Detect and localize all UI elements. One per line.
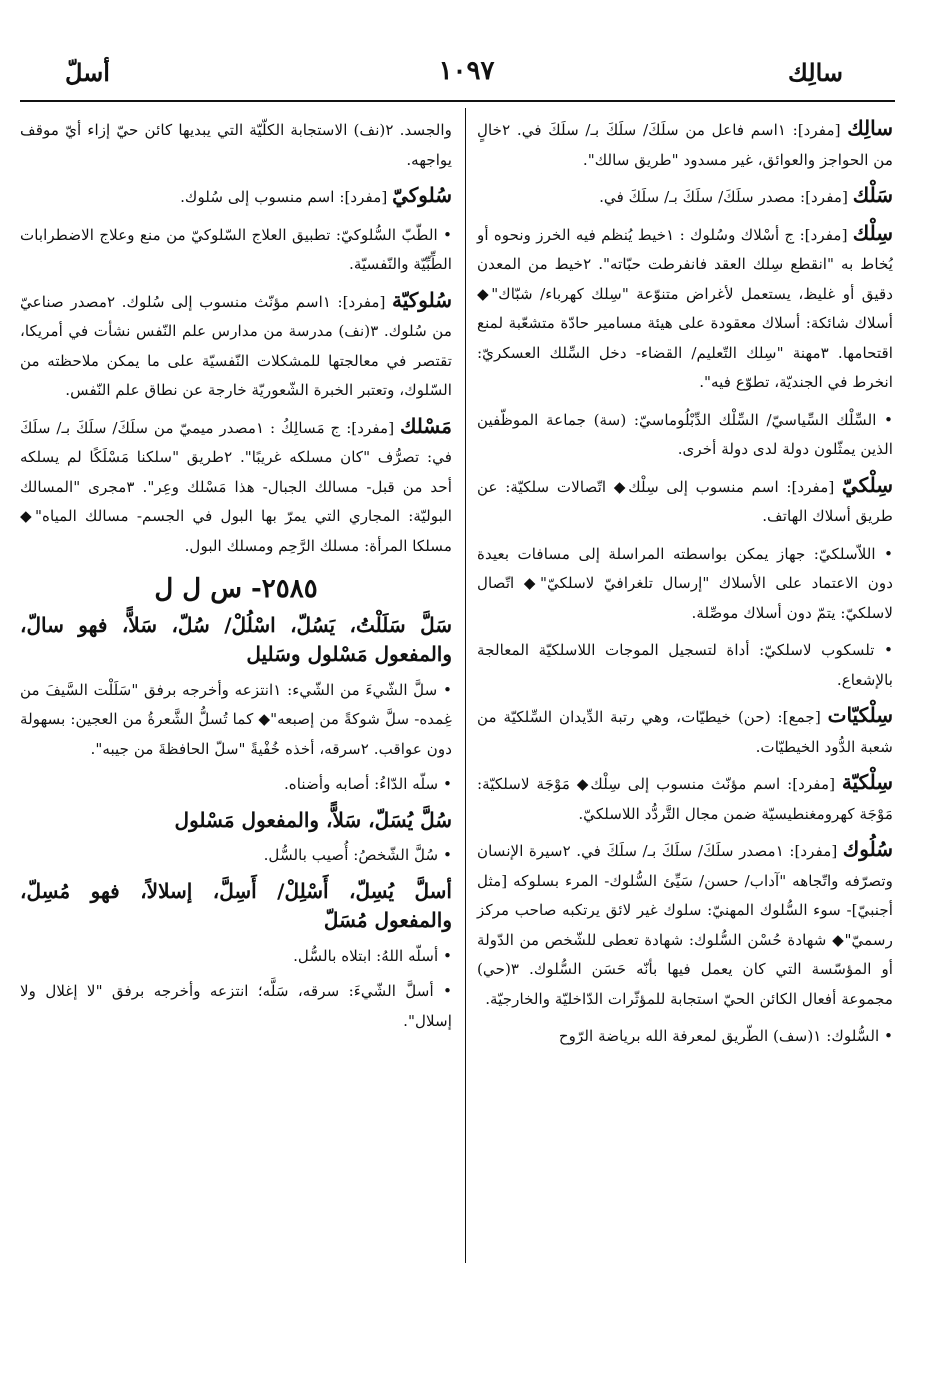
headword: سُلوكيّ [392, 183, 452, 207]
headword: سِلْكيّ [841, 472, 893, 497]
verb-conjugation: سَلَّ سَلَلْتُ، يَسُلّ، اسْلُلْ/ سُلّ، سَلاًّ، فهو سالّ، والمفعول مَسْلول وسَليل [20, 612, 452, 666]
page-header [40, 50, 893, 98]
headword: سُلُوك [842, 837, 893, 861]
header-rule [20, 100, 895, 102]
definition: [مفرد]: ١اسم فاعل من سلَكَ/ سلَكَ بـ/ سلَكَ في. ٢خالٍ من الحواجز والعوائق، غير مسدود "طريق سالك". [477, 121, 893, 169]
entry [477, 538, 893, 629]
definition: • السِّلْك السِّياسيّ/ السِّلْك الدِّبْلُوماسيّ: (سة) جماعة الموظّفين الذين يمثّلون دولة لدى دولة أخرى. [477, 410, 893, 458]
sense: • سلّه الدّاءُ: أصابه وأضناه. [283, 775, 452, 793]
entry [20, 181, 452, 213]
entry [477, 768, 893, 829]
definition: [مفرد]: اسم منسوب إلى سُلوك. [180, 188, 393, 206]
definition: [مفرد]: ١اسم مؤنّث منسوب إلى سُلوك. ٢مصدر صناعيّ من سُلوك. ٣(نف) مدرسة من مدارس علم النّفس نشأت في أمريكا، تقتصر في معالجتها للمشكلات النّفسيّة على ما يمكن ملاحظته من السّلوك، وتعتبر الخبرة الشّعوريّة خارجة عن نطاق علم النّفس. [20, 292, 453, 399]
entry [477, 219, 893, 398]
verb-conjugation: أسلَّ يُسِلّ، أَسْلِلْ/ أَسِلَّ، إسلالاً، فهو مُسِلّ، والمفعول مُسَلّ [20, 878, 452, 932]
definition: والجسد. ٢(نف) الاستجابة الكلّيّة التي يبديها كائن حيّ إزاء أيّ موقف يواجهه. [20, 121, 452, 169]
sense: • سلَّ الشّيءَ من الشّيء: ١انتزعه وأخرجه برفق "سَلَلْت السَّيفَ من غِمده- سلَّ شوكةً من إصبعه"◆ كما تُسلُّ الشَّعرةُ من العجين: بسهولة دون عواقب. ٢سرقه، أخذه خُفْيةً "سلّ الحافظةَ من جيبه". [20, 680, 453, 758]
entry [477, 114, 893, 175]
definition: [مفرد]: ج أسْلاك وسُلوك : ١خيط يُنظم فيه الخرز ونحوه أو يُخاط به "انقطع سِلك العقد فانفرطت حبّاته". ٢خيط من المعدن دقيق أو غليظ، يستعمل لأغراض متنوّعة "سِلك كهرباء/ شبّاك"◆ أسلاك شائكة: أسلاك معقودة على هيئة مسامير حادّة متشعّبة لمنع اقتحامها. ٣مهنة "سِلك التّعليم/ القضاء- دخل السِّلك العسكريّ: انخرط في الجنديّة، تطوّع فيه". [477, 225, 893, 391]
verb-conjugation: سُلَّ يُسَلّ، سَلاًّ، والمفعول مَسْلول [174, 807, 452, 832]
left-column [20, 114, 452, 1042]
definition: • السُّلوك: ١(سف) الطّريق لمعرفة الله برياضة الرّوح [558, 1027, 893, 1045]
definition: [جمع]: (حن) خيطيّات، وهي رتبة الدِّيدان السِّلكيّة من شعبة الدُّود الخيطيّات. [477, 708, 893, 756]
definition: [مفرد]: مصدر سلَكَ/ سلَكَ بـ/ سلَكَ في. [599, 188, 853, 206]
headword: سِلْكيّات [827, 703, 893, 727]
headword: سالِك [847, 116, 893, 140]
headword: سَلْك [852, 183, 893, 207]
definition: • اللاّسلكيّ: جهاز يمكن بواسطته المراسلة إلى مسافات بعيدة دون الاعتماد على الأسلاك "إرسال تلغرافيّ لاسلكيّ"◆ اتّصال لاسلكيّ: يتمّ دون أسلاك موصِّلة. [477, 544, 893, 622]
headword: سِلْك [852, 220, 893, 245]
entry [477, 471, 893, 532]
definition: • الطّبّ السُّلوكيّ: تطبيق العلاج السّلوكيّ من منع وعلاج الاضطرابات الطِّبِّيّة والنّفسيّة. [20, 225, 452, 273]
headword: سُلوكيّة [391, 287, 452, 312]
definition: • تلسكوب لاسلكيّ: أداة لتسجيل الموجات اللاسلكيّة المعالجة بالإشعاع. [477, 641, 893, 689]
headword: سِلْكيّة [841, 770, 893, 794]
entry [477, 1020, 893, 1052]
sense: • سُلَّ الشّخصُ: أُصيب بالسُّل. [263, 846, 452, 864]
definition: [مفرد]: ج مَسالِكُ : ١مصدر ميميّ من سلَكَ/ سلَكَ بـ/ سلَكَ في: تصرُّف "كان مسلكه غريبًا". ٢طريق "سلكنا مَسْلَكًا لم يسلكه أحد من قبل- مسالك الجبال- هذا مَسْلك وعِر". ٣مجرى "المسالك البوليّة: المجاري التي يمرّ بها البول في الجسم- مسالك المياه"◆ مسلكا المرأة: مسلك الرَّحِم ومسلك البول. [20, 418, 452, 555]
definition: [مفرد]: ١مصدر سلَكَ/ سلَكَ بـ/ سلَكَ في. ٢سيرة الإنسان وتصرّفه واتّجاهه "آداب/ حسن/ سَيِّئ السُّلوك- المرء بسلوكه [مثل أجنبيّ]- سوء السُّلوك المهنيّ: سلوك غير لائق يرتكبه صاحب مركز رسميّ"◆ شهادة حُسْن السُّلوك: شهادة تعطى للشّخص من الدّولة أو المؤسّسة التي كان يعمل فيها بأنّه حَسَن السُّلوك. ٣(حي) مجموعة أفعال الكائن الحيّ استجابة للمؤثّرات الدّاخليّة والخارجيّة. [477, 842, 893, 1008]
page-number: ١٠٩٧ [438, 56, 495, 86]
entry [477, 404, 893, 465]
right-column [477, 114, 893, 1058]
headword: مَسْلك [399, 413, 452, 438]
sense: • أسلَّ الشّيءَ: سرقه، سَلَّه؛ انتزعه وأخرجه برفق "لا إغلال ولا إسلال". [20, 982, 452, 1030]
entry [477, 181, 893, 213]
entry [477, 701, 893, 762]
entry [20, 114, 452, 175]
definition: [مفرد]: اسم مؤنّث منسوب إلى سِلْك◆ مَوْجَة لاسلكيّة: مَوْجَة كهرومغنطيسيّة ضمن مجال التَّردُّد اللاسلكيّ. [477, 775, 893, 823]
column-divider [465, 108, 466, 1263]
sense: • أسلّه اللهُ: ابتلاه بالسُّل. [293, 946, 452, 965]
entry [20, 412, 452, 562]
entry [477, 835, 893, 1014]
header-last-word: أسلّ [65, 58, 110, 87]
entry [20, 286, 452, 406]
root-heading: ٢٥٨٥- س ل ل [154, 574, 318, 604]
entry [477, 634, 893, 695]
header-first-word: سالِك [788, 58, 843, 87]
definition: [مفرد]: اسم منسوب إلى سِلْك◆ اتّصالات سلكيّة: عن طريق أسلاك الهاتف. [477, 477, 893, 525]
entry [20, 219, 452, 280]
